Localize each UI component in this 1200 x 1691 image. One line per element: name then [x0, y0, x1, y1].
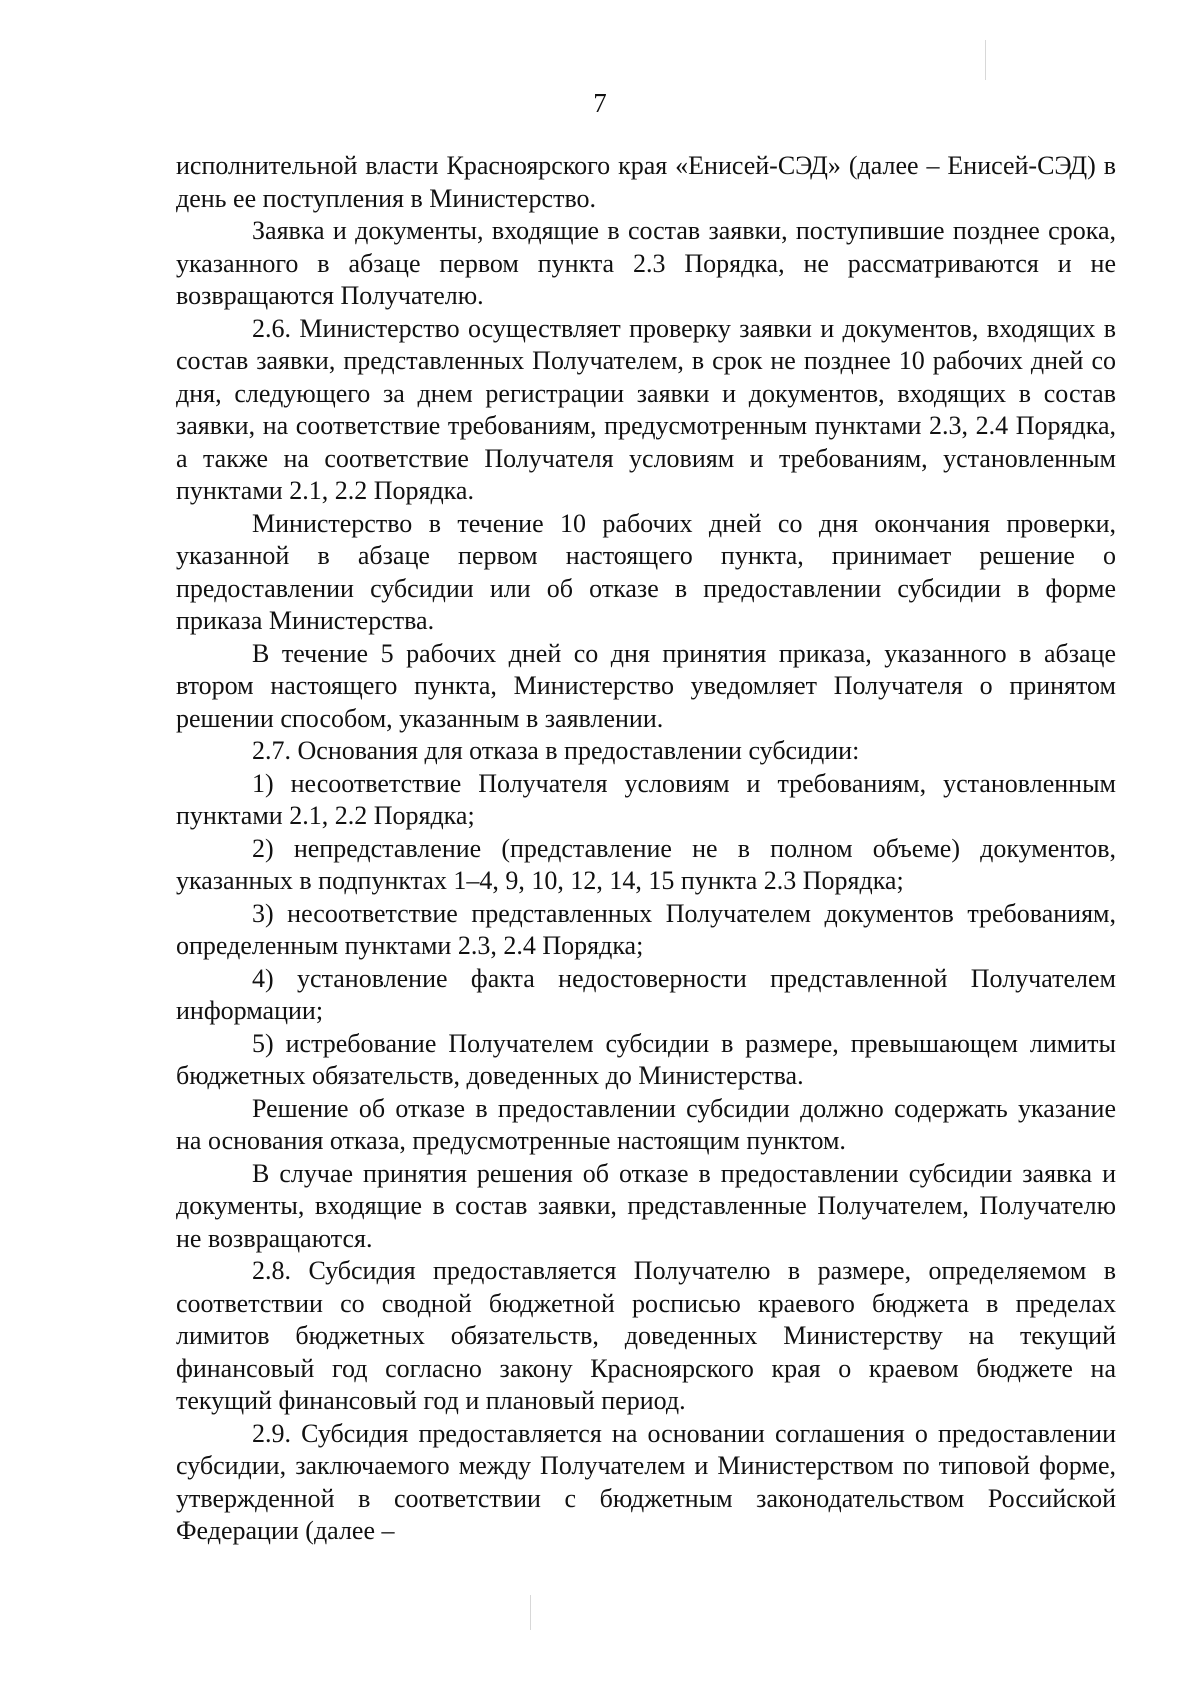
paragraph-2-9: 2.9. Субсидия предоставляется на основании соглашения о предоставлении субсидии, заключаемого между Получателем и Министерством по типовой форме, утвержденной в соответствии с бюджетным законодательством Российской Федерации (далее –	[176, 1418, 1116, 1545]
scan-artifact-line	[530, 1595, 531, 1630]
paragraph-refusal-content: Решение об отказе в предоставлении субсидии должно содержать указание на основания отказа, предусмотренные настоящим пунктом.	[176, 1093, 1116, 1155]
paragraph-refusal-documents: В случае принятия решения об отказе в предоставлении субсидии заявка и документы, входящие в состав заявки, представленные Получателем, Получателю не возвращаются.	[176, 1158, 1116, 1253]
list-item-4: 4) установление факта недостоверности представленной Получателем информации;	[176, 963, 1116, 1025]
page-number: 7	[593, 88, 607, 118]
scan-artifact-line	[985, 40, 986, 80]
list-item-1: 1) несоответствие Получателя условиям и требованиям, установленным пунктами 2.1, 2.2 Порядка;	[176, 768, 1116, 830]
paragraph-2-6: 2.6. Министерство осуществляет проверку заявки и документов, входящих в состав заявки, представленных Получателем, в срок не позднее 10 рабочих дней со дня, следующего за днем регистрации заявки и документов, входящих в состав заявки, на соответствие требованиям, предусмотренным пунктами 2.3, 2.4 Порядка, а также на соответствие Получателя условиям и требованиям, установленным пунктами 2.1, 2.2 Порядка.	[176, 313, 1116, 505]
paragraph-2-6-decision: Министерство в течение 10 рабочих дней со дня окончания проверки, указанной в абзаце первом настоящего пункта, принимает решение о предоставлении субсидии или об отказе в предоставлении субсидии в форме приказа Министерства.	[176, 508, 1116, 635]
paragraph-2-8: 2.8. Субсидия предоставляется Получателю в размере, определяемом в соответствии со сводной бюджетной росписью краевого бюджета в пределах лимитов бюджетных обязательств, доведенных Министерству на текущий финансовый год согласно закону Красноярского края о краевом бюджете на текущий финансовый год и плановый период.	[176, 1256, 1116, 1415]
list-item-5: 5) истребование Получателем субсидии в размере, превышающем лимиты бюджетных обязательств, доведенных до Министерства.	[176, 1028, 1116, 1090]
paragraph-late-application: Заявка и документы, входящие в состав заявки, поступившие позднее срока, указанного в абзаце первом пункта 2.3 Порядка, не рассматриваются и не возвращаются Получателю.	[176, 216, 1116, 310]
list-item-2: 2) непредставление (представление не в полном объеме) документов, указанных в подпунктах 1–4, 9, 10, 12, 14, 15 пункта 2.3 Порядка;	[176, 833, 1116, 895]
paragraph-2-6-notification: В течение 5 рабочих дней со дня принятия приказа, указанного в абзаце втором настоящего пункта, Министерство уведомляет Получателя о принятом решении способом, указанным в заявлении.	[176, 638, 1116, 733]
document-body	[176, 150, 1116, 1548]
list-item-3: 3) несоответствие представленных Получателем документов требованиям, определенным пунктами 2.3, 2.4 Порядка;	[176, 898, 1116, 960]
paragraph-continuation: исполнительной власти Красноярского края «Енисей-СЭД» (далее – Енисей-СЭД) в день ее поступления в Министерство.	[176, 151, 1116, 213]
paragraph-2-7: 2.7. Основания для отказа в предоставлении субсидии:	[252, 736, 860, 765]
